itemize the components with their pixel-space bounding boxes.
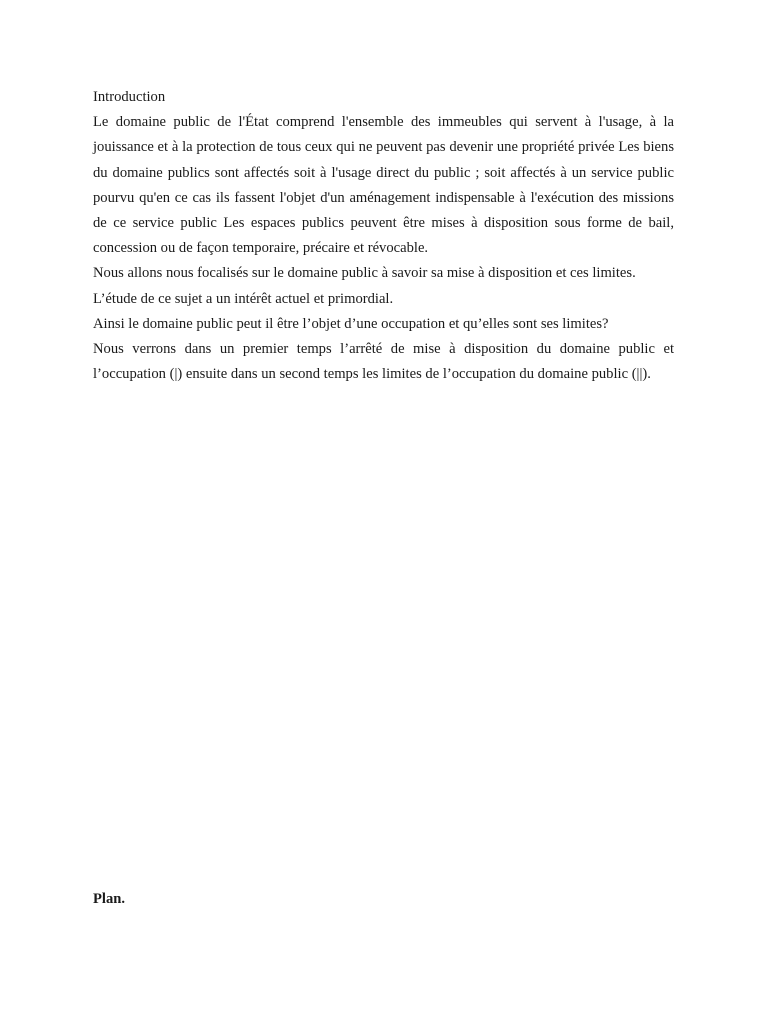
paragraph-problematique: Ainsi le domaine public peut il être l’objet d’une occupation et qu’elles sont ses limites?	[93, 315, 609, 332]
paragraph-interet: L’étude de ce sujet a un intérêt actuel et primordial.	[93, 290, 394, 307]
paragraph-annonce-plan: Nous verrons dans un premier temps l’arrêté de mise à disposition du domaine public et l’occupation (|) ensuite dans un second temps les limites de l’occupation du domaine public (||).	[93, 341, 674, 383]
document-body	[93, 85, 674, 387]
paragraph-domaine-public: Le domaine public de l'État comprend l'ensemble des immeubles qui servent à l'usage, à la jouissance et à la protection de tous ceux qui ne peuvent pas devenir une propriété privée Les biens du domaine publics sont affectés soit à l'usage direct du public ; soit affectés à un service public pourvu qu'en ce cas ils fassent l'objet d'un aménagement indispensable à l'exécution des missions de ce service public Les espaces publics peuvent être mises à disposition sous forme de bail, concession ou de façon temporaire, précaire et révocable.	[93, 114, 674, 257]
plan-heading: Plan.	[93, 891, 126, 907]
introduction-heading: Introduction	[93, 89, 166, 105]
paragraph-focalises: Nous allons nous focalisés sur le domaine public à savoir sa mise à disposition et ces limites.	[93, 265, 636, 282]
